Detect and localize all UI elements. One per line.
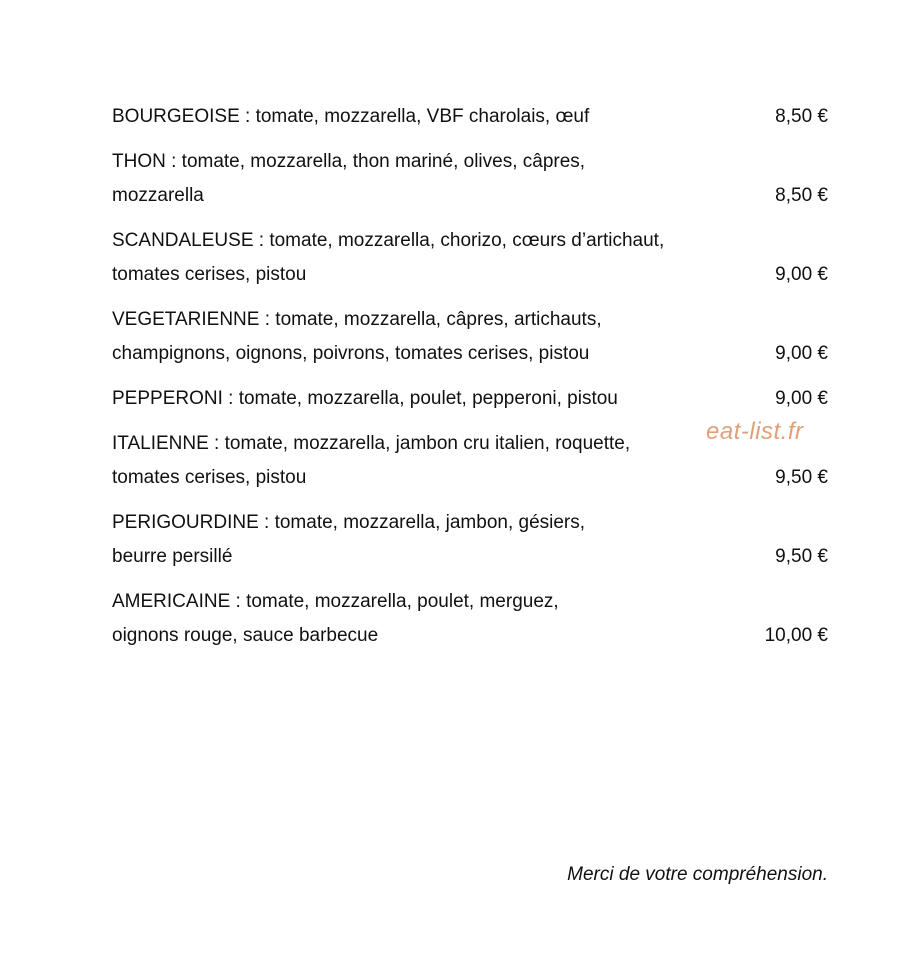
menu-item-description: [112, 100, 752, 134]
menu-item-description: [112, 145, 752, 213]
menu-item-description: [112, 303, 752, 371]
menu-item-scandaleuse: [112, 224, 828, 292]
menu-item-line: AMERICAINE : tomate, mozzarella, poulet, merguez,: [112, 591, 559, 612]
menu-item-line: mozzarella: [112, 185, 204, 206]
pizza-menu: [112, 100, 828, 664]
menu-item-line: VEGETARIENNE : tomate, mozzarella, câpres, artichauts,: [112, 309, 602, 330]
menu-item-price: 9,00 €: [775, 388, 828, 409]
menu-item-description: [112, 224, 752, 292]
watermark: eat-list.fr: [706, 418, 804, 445]
menu-item-price: 9,50 €: [775, 467, 828, 488]
menu-item-description: [112, 382, 752, 416]
menu-item-line: PERIGOURDINE : tomate, mozzarella, jambon, gésiers,: [112, 512, 586, 533]
footer-note: Merci de votre compréhension.: [567, 864, 828, 885]
menu-item-bourgeoise: [112, 100, 828, 134]
menu-item-price: 9,00 €: [775, 264, 828, 285]
menu-item-line: THON : tomate, mozzarella, thon mariné, olives, câpres,: [112, 151, 586, 172]
menu-item-line: beurre persillé: [112, 546, 233, 567]
menu-item-price: 8,50 €: [775, 106, 828, 127]
menu-item-pepperoni: [112, 382, 828, 416]
menu-item-line: SCANDALEUSE : tomate, mozzarella, chorizo, cœurs d’artichaut,: [112, 230, 665, 251]
menu-item-line: BOURGEOISE : tomate, mozzarella, VBF charolais, œuf: [112, 106, 590, 127]
menu-item-line: ITALIENNE : tomate, mozzarella, jambon cru italien, roquette,: [112, 433, 631, 454]
menu-item-price: 10,00 €: [764, 625, 828, 646]
menu-item-price: 9,50 €: [775, 546, 828, 567]
menu-item-line: tomates cerises, pistou: [112, 264, 307, 285]
menu-item-line: champignons, oignons, poivrons, tomates cerises, pistou: [112, 343, 590, 364]
menu-item-americaine: [112, 585, 828, 653]
menu-item-line: PEPPERONI : tomate, mozzarella, poulet, pepperoni, pistou: [112, 388, 618, 409]
menu-item-thon: [112, 145, 828, 213]
menu-item-description: [112, 427, 752, 495]
menu-item-price: 9,00 €: [775, 343, 828, 364]
menu-item-description: [112, 506, 752, 574]
menu-item-line: tomates cerises, pistou: [112, 467, 307, 488]
menu-item-vegetarienne: [112, 303, 828, 371]
menu-item-perigourdine: [112, 506, 828, 574]
menu-item-line: oignons rouge, sauce barbecue: [112, 625, 379, 646]
menu-item-description: [112, 585, 752, 653]
menu-item-price: 8,50 €: [775, 185, 828, 206]
